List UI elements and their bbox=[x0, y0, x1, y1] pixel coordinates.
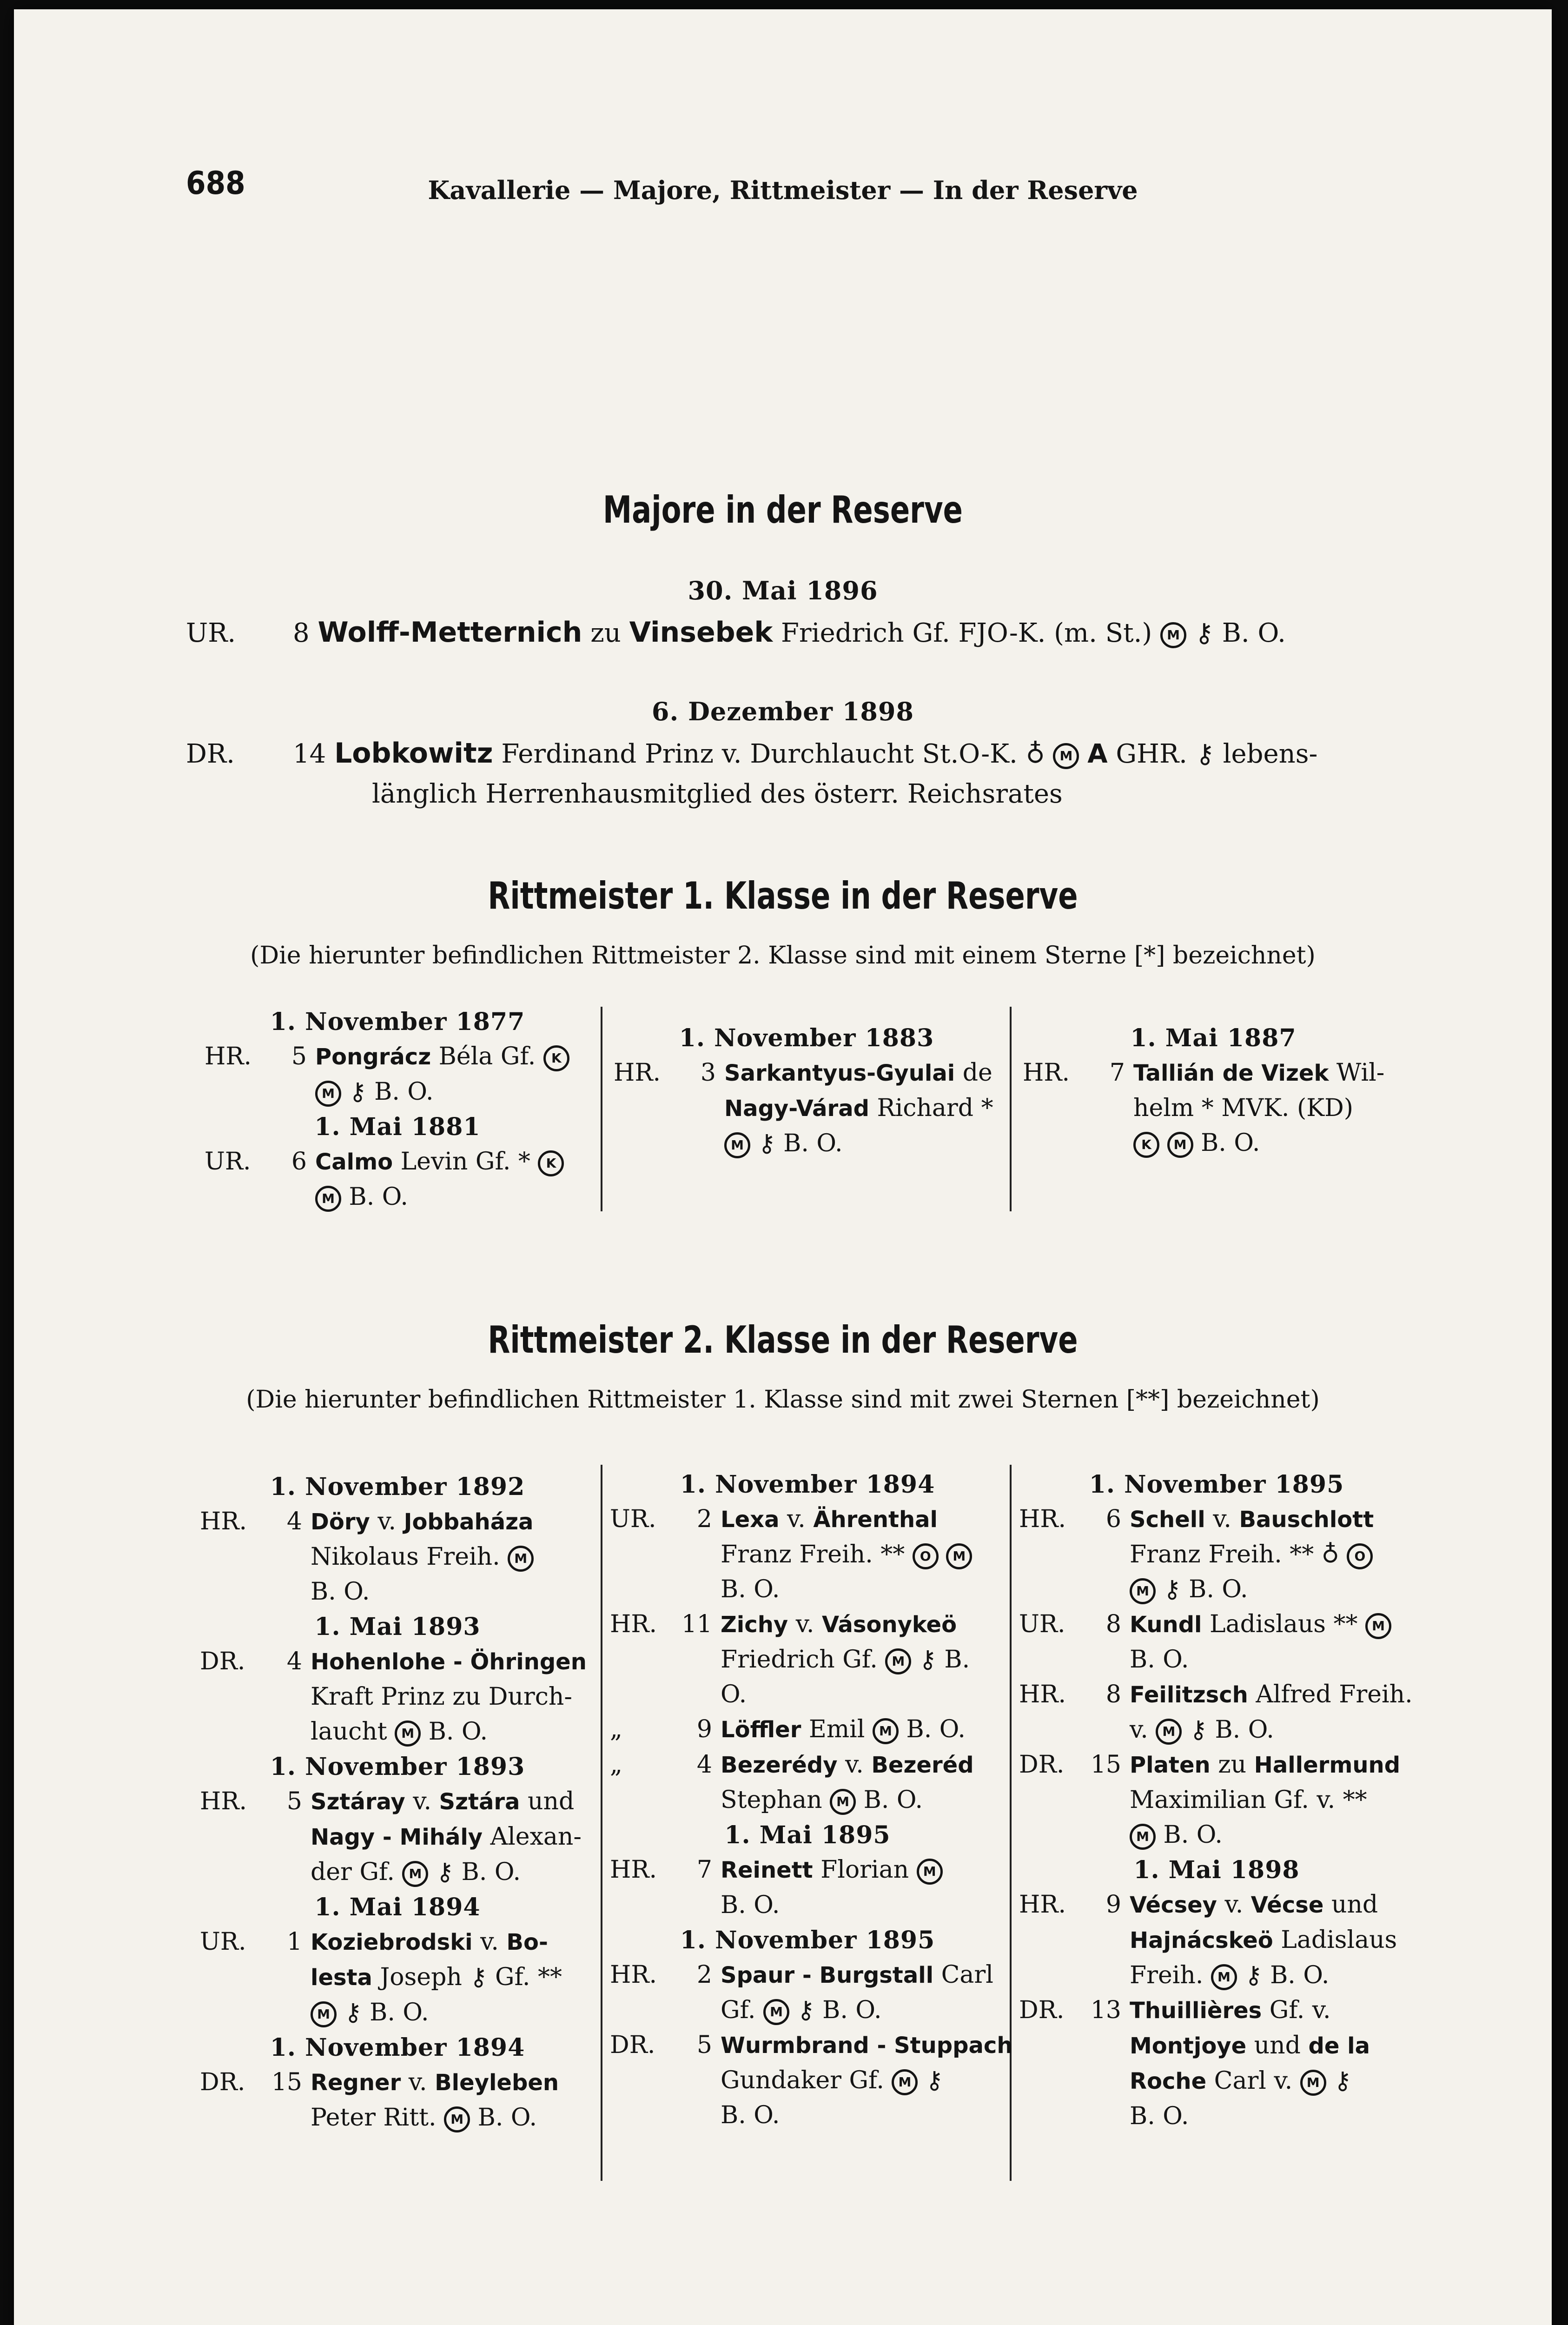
entry-number: 4 bbox=[696, 1751, 712, 1779]
m-order-icon: M bbox=[1211, 1964, 1237, 1990]
entry-text: Gf. bbox=[721, 1996, 756, 2024]
entry-line bbox=[1019, 1887, 1414, 1923]
entry-line bbox=[1019, 1677, 1414, 1713]
regiment-code: HR. bbox=[614, 1059, 661, 1087]
entry-surname: Hohenlohe - Öhringen bbox=[311, 1649, 587, 1675]
entry-tail: B. O. bbox=[1163, 1821, 1223, 1849]
particle: und bbox=[1254, 2032, 1301, 2059]
entry-line bbox=[200, 2065, 595, 2100]
entry-tail: B. O. bbox=[1270, 1961, 1330, 1989]
entry-continuation bbox=[200, 1714, 595, 1749]
entry-surname: Calmo bbox=[315, 1149, 393, 1175]
key-icon: ⚷ bbox=[919, 1646, 937, 1674]
entry-text: B. bbox=[944, 1646, 970, 1674]
date-heading: 1. November 1892 bbox=[270, 1473, 525, 1501]
entry-surname: Wolff-Metternich bbox=[318, 616, 582, 649]
entry-line bbox=[205, 1144, 590, 1180]
date-heading: 1. November 1893 bbox=[270, 1753, 525, 1781]
m-order-icon: M bbox=[763, 1999, 789, 2025]
entry-text: Franz Freih. ** bbox=[1130, 1541, 1314, 1568]
entry-surname-2: Bo- bbox=[506, 1929, 548, 1955]
entry-text: Levin Gf. * bbox=[400, 1148, 530, 1176]
key-icon: ⚷ bbox=[436, 1858, 454, 1886]
key-icon: ⚷ bbox=[470, 1963, 488, 1991]
regiment-code: DR. bbox=[186, 739, 235, 769]
particle: v. bbox=[795, 1610, 814, 1638]
k-order-icon: K bbox=[1133, 1132, 1159, 1158]
entry-number: 8 bbox=[1105, 1681, 1121, 1708]
regiment-code: HR. bbox=[610, 1856, 657, 1884]
entry-tail: B. O. bbox=[1222, 618, 1286, 648]
entry-tail: B. O. bbox=[428, 1718, 488, 1746]
entry-line bbox=[610, 1712, 1005, 1747]
entry-number: 4 bbox=[286, 1647, 302, 1675]
section-title-rittmeister-2: Rittmeister 2. Klasse in der Reserve bbox=[488, 1318, 1078, 1362]
regiment-code: HR. bbox=[1023, 1059, 1070, 1087]
key-icon: ⚷ bbox=[926, 2066, 944, 2094]
r2-column-3 bbox=[1019, 1467, 1414, 2134]
o-order-icon: O bbox=[1347, 1543, 1373, 1569]
entry-text: Ferdinand Prinz v. Durchlaucht St.O-K. bbox=[501, 739, 1018, 769]
entry-surname-2: Hallermund bbox=[1254, 1752, 1401, 1778]
entry-text: GHR. bbox=[1116, 739, 1187, 769]
entry-tail: B. O. bbox=[863, 1786, 923, 1814]
entry-continuation bbox=[200, 1820, 595, 1855]
m-order-icon: M bbox=[1300, 2070, 1326, 2096]
date-heading: 1. November 1883 bbox=[679, 1024, 934, 1052]
o-order-icon: O bbox=[913, 1543, 939, 1569]
m-order-icon: M bbox=[1156, 1719, 1182, 1745]
entry-surname: Zichy bbox=[721, 1612, 788, 1638]
column-divider bbox=[601, 1465, 602, 2181]
entry-surname-4: Roche bbox=[1130, 2068, 1207, 2094]
entry-line bbox=[1019, 1607, 1414, 1642]
entry-continuation bbox=[200, 1960, 595, 1995]
entry-number: 15 bbox=[1090, 1751, 1121, 1779]
entry-continuation bbox=[610, 1993, 1005, 2028]
entry-continuation bbox=[610, 2063, 1005, 2098]
entry-continuation bbox=[610, 1537, 1005, 1572]
entry-text: Joseph bbox=[380, 1963, 462, 1991]
entry-continuation bbox=[205, 1180, 590, 1215]
entry-number: 3 bbox=[700, 1059, 716, 1087]
r1-column-3 bbox=[1023, 1021, 1404, 1161]
regiment-code: „ bbox=[610, 1751, 622, 1779]
key-icon: ⚷ bbox=[758, 1129, 776, 1157]
r2-column-1 bbox=[200, 1469, 595, 2135]
entry-text: Gf. v. bbox=[1269, 1996, 1331, 2024]
entry-number: 2 bbox=[696, 1505, 712, 1533]
entry-surname: Sarkantyus-Gyulai bbox=[724, 1060, 955, 1086]
entry-continuation bbox=[1019, 1923, 1414, 1958]
entry-tail: B. O. bbox=[349, 1183, 408, 1211]
entry-text: Richard * bbox=[877, 1094, 993, 1122]
m-order-icon: M bbox=[885, 1648, 911, 1674]
m-order-icon: M bbox=[830, 1789, 856, 1815]
entry-continuation bbox=[1019, 1818, 1414, 1853]
entry-number: 8 bbox=[1105, 1610, 1121, 1638]
entry-continuation bbox=[1019, 1537, 1414, 1572]
entry-surname: Döry bbox=[311, 1509, 370, 1535]
entry-line bbox=[1019, 1993, 1414, 2028]
m-order-icon: M bbox=[315, 1081, 341, 1107]
entry-text: Freih. bbox=[1130, 1961, 1204, 1989]
entry-tail: B. O. bbox=[461, 1858, 521, 1886]
entry-line bbox=[614, 1056, 999, 1091]
entry-continuation bbox=[1019, 1572, 1414, 1607]
entry-surname-3: Nagy - Mihály bbox=[311, 1824, 483, 1850]
m-order-icon: M bbox=[1160, 622, 1186, 648]
entry-text: Alexan- bbox=[490, 1823, 582, 1851]
m-order-icon: M bbox=[311, 2001, 337, 2027]
entry-line bbox=[1019, 1747, 1414, 1783]
entry-continuation: B. O. bbox=[721, 1575, 780, 1603]
entry-line bbox=[200, 1504, 595, 1540]
regiment-code: HR. bbox=[1019, 1681, 1066, 1708]
entry-continuation bbox=[200, 1855, 595, 1890]
key-icon: ⚷ bbox=[349, 1078, 367, 1106]
k-order-icon: K bbox=[543, 1045, 569, 1071]
entry-line bbox=[610, 2028, 1013, 2063]
entry-text: Ladislaus ** bbox=[1210, 1610, 1358, 1638]
entry-line bbox=[186, 737, 1317, 770]
regiment-code: DR. bbox=[1019, 1751, 1065, 1779]
regiment-code: „ bbox=[610, 1715, 622, 1743]
entry-text: Emil bbox=[808, 1715, 865, 1743]
section-note: (Die hierunter befindlichen Rittmeister 2. Klasse sind mit einem Sterne [*] bezeichnet) bbox=[250, 942, 1316, 970]
entry-text: Carl v. bbox=[1214, 2067, 1293, 2095]
entry-surname: Thuillières bbox=[1130, 1998, 1262, 2024]
entry-continuation bbox=[614, 1126, 999, 1161]
date-heading: 1. November 1895 bbox=[680, 1926, 935, 1954]
m-order-icon: M bbox=[402, 1861, 428, 1887]
entry-surname-2: Bauschlott bbox=[1239, 1507, 1374, 1533]
entry-text: Alfred Freih. bbox=[1256, 1681, 1413, 1708]
regiment-code: UR. bbox=[186, 618, 236, 648]
entry-tail: B. O. bbox=[906, 1715, 966, 1743]
entry-surname-2: Vásonykeö bbox=[821, 1612, 957, 1638]
entry-continuation bbox=[1019, 2064, 1414, 2099]
m-order-icon: M bbox=[395, 1720, 421, 1747]
entry-surname: Lexa bbox=[721, 1507, 780, 1533]
key-icon: ⚷ bbox=[1334, 2067, 1352, 2095]
key-icon: ⚷ bbox=[1194, 618, 1214, 648]
regiment-code: HR. bbox=[200, 1787, 247, 1815]
entry-number: 2 bbox=[696, 1961, 712, 1989]
m-order-icon: M bbox=[1053, 743, 1079, 769]
date-heading: 1. November 1877 bbox=[270, 1008, 525, 1036]
regiment-code: HR. bbox=[200, 1508, 247, 1535]
entry-number: 13 bbox=[1090, 1996, 1121, 2024]
regiment-code: UR. bbox=[205, 1148, 251, 1176]
entry-surname-2: Ährenthal bbox=[813, 1507, 938, 1533]
entry-continuation bbox=[610, 1783, 1005, 1818]
entry-text: der Gf. bbox=[311, 1858, 395, 1886]
entry-number: 5 bbox=[286, 1787, 302, 1815]
entry-line bbox=[200, 1784, 595, 1820]
date-heading: 1. Mai 1898 bbox=[1133, 1856, 1300, 1884]
particle: v. bbox=[787, 1505, 806, 1533]
entry-surname-2: Nagy-Várad bbox=[724, 1096, 869, 1122]
entry-continuation bbox=[610, 1642, 1005, 1677]
entry-text: Béla Gf. bbox=[438, 1043, 536, 1070]
key-icon: ⚷ bbox=[1244, 1961, 1263, 1989]
section-note: (Die hierunter befindlichen Rittmeister 1. Klasse sind mit zwei Sternen [**] bezeichnet) bbox=[246, 1386, 1320, 1414]
entry-number: 5 bbox=[696, 2031, 712, 2059]
entry-surname: Bezerédy bbox=[721, 1752, 838, 1778]
entry-tail: B. O. bbox=[783, 1129, 843, 1157]
regiment-code: HR. bbox=[610, 1961, 657, 1989]
entry-line bbox=[610, 1853, 1005, 1888]
key-icon: ⚷ bbox=[344, 1999, 362, 2026]
entry-text: Gf. ** bbox=[495, 1963, 562, 1991]
entry-line bbox=[1023, 1056, 1404, 1091]
entry-tail: B. O. bbox=[370, 1999, 429, 2026]
entry-continuation: länglich Herrenhausmitglied des österr. Reichsrates bbox=[372, 779, 1063, 809]
date-heading: 1. November 1894 bbox=[680, 1470, 935, 1499]
entry-number: 1 bbox=[286, 1928, 302, 1956]
entry-text: Wil- bbox=[1336, 1059, 1385, 1087]
entry-surname: Wurmbrand - Stuppach bbox=[721, 2033, 1013, 2059]
entry-surname: Platen bbox=[1130, 1752, 1211, 1778]
r1-column-2 bbox=[614, 1021, 999, 1161]
entry-line bbox=[186, 616, 1286, 649]
key-icon: ⚷ bbox=[1163, 1575, 1181, 1603]
entry-surname-2: Vécse bbox=[1250, 1892, 1324, 1918]
m-order-icon: M bbox=[724, 1132, 750, 1158]
entry-surname-3: de la bbox=[1308, 2033, 1370, 2059]
entry-line bbox=[610, 1958, 1005, 1993]
r1-column-1 bbox=[205, 1004, 590, 1215]
entry-surname: Spaur - Burgstall bbox=[721, 1962, 934, 1988]
entry-mark: A bbox=[1087, 739, 1108, 769]
entry-line bbox=[610, 1607, 1005, 1642]
entry-continuation bbox=[614, 1091, 999, 1126]
entry-continuation: B. O. bbox=[721, 2101, 780, 2129]
entry-continuation bbox=[200, 1995, 595, 2030]
regiment-code: HR. bbox=[205, 1043, 252, 1070]
entry-text: v. bbox=[1130, 1716, 1148, 1744]
entry-number: 9 bbox=[1105, 1891, 1121, 1919]
entry-continuation: Kraft Prinz zu Durch- bbox=[311, 1683, 572, 1711]
entry-surname-3: Hajnácskeö bbox=[1130, 1927, 1273, 1953]
entry-number: 6 bbox=[291, 1148, 307, 1176]
entry-number: 14 bbox=[293, 739, 326, 769]
entry-surname: Reinett bbox=[721, 1857, 813, 1883]
entry-tail: B. O. bbox=[1189, 1575, 1248, 1603]
entry-number: 11 bbox=[681, 1610, 712, 1638]
entry-surname: Feilitzsch bbox=[1130, 1682, 1248, 1708]
entry-surname: Sztáray bbox=[311, 1789, 405, 1815]
entry-surname-2: Vinsebek bbox=[629, 616, 773, 649]
entry-surname-2: Jobbaháza bbox=[404, 1509, 534, 1535]
date-heading: 1. November 1895 bbox=[1089, 1470, 1344, 1499]
date-heading: 1. November 1894 bbox=[270, 2033, 525, 2062]
entry-continuation: B. O. bbox=[1130, 2102, 1189, 2130]
particle: zu bbox=[590, 618, 621, 648]
entry-continuation bbox=[1019, 1958, 1414, 1993]
fleece-order-icon: ♁ bbox=[1025, 739, 1045, 769]
entry-tail: B. O. bbox=[477, 2104, 537, 2132]
m-order-icon: M bbox=[917, 1859, 943, 1885]
regiment-code: HR. bbox=[610, 1610, 657, 1638]
particle: v. bbox=[408, 2068, 427, 2096]
entry-tail: B. O. bbox=[1215, 1716, 1274, 1744]
entry-surname: Regner bbox=[311, 2070, 401, 2096]
entry-continuation: B. O. bbox=[721, 1891, 780, 1919]
m-order-icon: M bbox=[946, 1543, 972, 1569]
entry-surname: Tallián de Vizek bbox=[1133, 1060, 1329, 1086]
m-order-icon: M bbox=[508, 1546, 534, 1572]
entry-tail: lebens- bbox=[1223, 739, 1318, 769]
key-icon: ⚷ bbox=[1189, 1716, 1207, 1744]
entry-text: Friedrich Gf. FJO-K. (m. St.) bbox=[781, 618, 1152, 648]
date-heading: 1. Mai 1894 bbox=[314, 1893, 481, 1921]
entry-line bbox=[1019, 1502, 1414, 1537]
regiment-code: UR. bbox=[200, 1928, 246, 1956]
entry-continuation: B. O. bbox=[1130, 1646, 1189, 1674]
entry-number: 15 bbox=[271, 2068, 302, 2096]
entry-text: Nikolaus Freih. bbox=[311, 1543, 500, 1571]
particle: v. bbox=[1224, 1891, 1244, 1919]
entry-continuation: helm * MVK. (KD) bbox=[1133, 1094, 1354, 1122]
date-heading: 1. Mai 1893 bbox=[314, 1613, 481, 1641]
entry-number: 5 bbox=[291, 1043, 307, 1070]
entry-surname: Pongrácz bbox=[315, 1044, 431, 1070]
entry-continuation bbox=[205, 1075, 590, 1109]
regiment-code: UR. bbox=[610, 1505, 656, 1533]
m-order-icon: M bbox=[444, 2106, 470, 2132]
entry-text: Florian bbox=[820, 1856, 909, 1884]
date-heading: 1. Mai 1881 bbox=[314, 1113, 481, 1141]
entry-number: 6 bbox=[1105, 1505, 1121, 1533]
entry-continuation bbox=[1019, 2028, 1414, 2064]
r2-column-2 bbox=[610, 1467, 1013, 2133]
entry-number: 7 bbox=[1109, 1059, 1125, 1087]
regiment-code: DR. bbox=[1019, 1996, 1065, 2024]
page-number: 688 bbox=[186, 165, 245, 202]
fleece-order-icon: ♁ bbox=[1321, 1541, 1339, 1568]
entry-surname: Schell bbox=[1130, 1507, 1205, 1533]
column-divider bbox=[1010, 1465, 1012, 2181]
particle: v. bbox=[845, 1751, 864, 1779]
entry-text: Carl bbox=[941, 1961, 993, 1989]
entry-continuation bbox=[1019, 1713, 1414, 1747]
entry-line bbox=[610, 1502, 1005, 1537]
entry-surname: Kundl bbox=[1130, 1612, 1202, 1638]
entry-surname-2: Sztára bbox=[439, 1789, 520, 1815]
section-title-rittmeister-1: Rittmeister 1. Klasse in der Reserve bbox=[488, 874, 1078, 917]
entry-text: Stephan bbox=[721, 1786, 822, 1814]
particle: und bbox=[527, 1787, 575, 1815]
entry-continuation: O. bbox=[721, 1681, 747, 1708]
entry-line bbox=[205, 1039, 590, 1075]
running-head-title: Kavallerie — Majore, Rittmeister — In der Reserve bbox=[428, 175, 1138, 205]
particle: v. bbox=[480, 1928, 499, 1956]
regiment-code: HR. bbox=[1019, 1505, 1066, 1533]
particle: v. bbox=[1213, 1505, 1231, 1533]
entry-surname: Vécsey bbox=[1130, 1892, 1217, 1918]
date-heading: 6. Dezember 1898 bbox=[651, 697, 914, 726]
entry-tail: B. O. bbox=[822, 1996, 882, 2024]
entry-tail: B. O. bbox=[1201, 1129, 1260, 1157]
entry-surname-2: Bleyleben bbox=[435, 2070, 559, 2096]
entry-continuation bbox=[200, 2100, 595, 2135]
entry-surname: Lobkowitz bbox=[334, 737, 493, 770]
m-order-icon: M bbox=[315, 1186, 341, 1212]
entry-line bbox=[610, 1747, 1005, 1783]
entry-surname-2: Bezeréd bbox=[871, 1752, 974, 1778]
date-heading: 1. Mai 1887 bbox=[1130, 1024, 1297, 1052]
entry-continuation bbox=[1023, 1126, 1404, 1161]
entry-continuation: B. O. bbox=[311, 1578, 370, 1606]
k-order-icon: K bbox=[538, 1150, 564, 1176]
entry-line bbox=[200, 1644, 595, 1680]
regiment-code: HR. bbox=[1019, 1891, 1066, 1919]
regiment-code: DR. bbox=[200, 2068, 245, 2096]
entry-surname-3: lesta bbox=[311, 1965, 372, 1991]
particle: v. bbox=[413, 1787, 431, 1815]
entry-surname: Löffler bbox=[721, 1717, 801, 1743]
section-title-majore: Majore in der Reserve bbox=[603, 488, 963, 531]
entry-tail: B. O. bbox=[374, 1078, 434, 1106]
entry-text: Friedrich Gf. bbox=[721, 1646, 878, 1674]
entry-text: de bbox=[962, 1059, 992, 1087]
m-order-icon: M bbox=[1167, 1132, 1193, 1158]
key-icon: ⚷ bbox=[1195, 739, 1215, 769]
entry-number: 4 bbox=[286, 1508, 302, 1535]
m-order-icon: M bbox=[873, 1718, 899, 1744]
entry-surname: Koziebrodski bbox=[311, 1929, 473, 1955]
column-divider bbox=[1010, 1007, 1012, 1211]
regiment-code: DR. bbox=[610, 2031, 655, 2059]
entry-text: Franz Freih. ** bbox=[721, 1541, 905, 1568]
entry-continuation bbox=[200, 1540, 595, 1574]
entry-text: laucht bbox=[311, 1718, 387, 1746]
particle: und bbox=[1331, 1891, 1378, 1919]
regiment-code: UR. bbox=[1019, 1610, 1065, 1638]
m-order-icon: M bbox=[1365, 1613, 1391, 1639]
entry-line bbox=[200, 1925, 595, 1960]
entry-text: Peter Ritt. bbox=[311, 2104, 437, 2132]
regiment-code: DR. bbox=[200, 1647, 245, 1675]
m-order-icon: M bbox=[1130, 1578, 1156, 1604]
entry-text: Gundaker Gf. bbox=[721, 2066, 884, 2094]
entry-number: 9 bbox=[696, 1715, 712, 1743]
key-icon: ⚷ bbox=[797, 1996, 815, 2024]
date-heading: 1. Mai 1895 bbox=[724, 1821, 891, 1849]
date-heading: 30. Mai 1896 bbox=[688, 576, 878, 605]
column-divider bbox=[601, 1007, 602, 1211]
book-page bbox=[14, 9, 1552, 2325]
entry-number: 7 bbox=[696, 1856, 712, 1884]
particle: v. bbox=[377, 1508, 397, 1535]
entry-text: Ladislaus bbox=[1281, 1926, 1397, 1954]
particle: zu bbox=[1218, 1751, 1247, 1779]
entry-number: 8 bbox=[293, 618, 310, 648]
m-order-icon: M bbox=[892, 2069, 918, 2095]
entry-continuation: Maximilian Gf. v. ** bbox=[1130, 1786, 1367, 1814]
entry-surname-2: Montjoye bbox=[1130, 2033, 1247, 2059]
m-order-icon: M bbox=[1130, 1824, 1156, 1850]
